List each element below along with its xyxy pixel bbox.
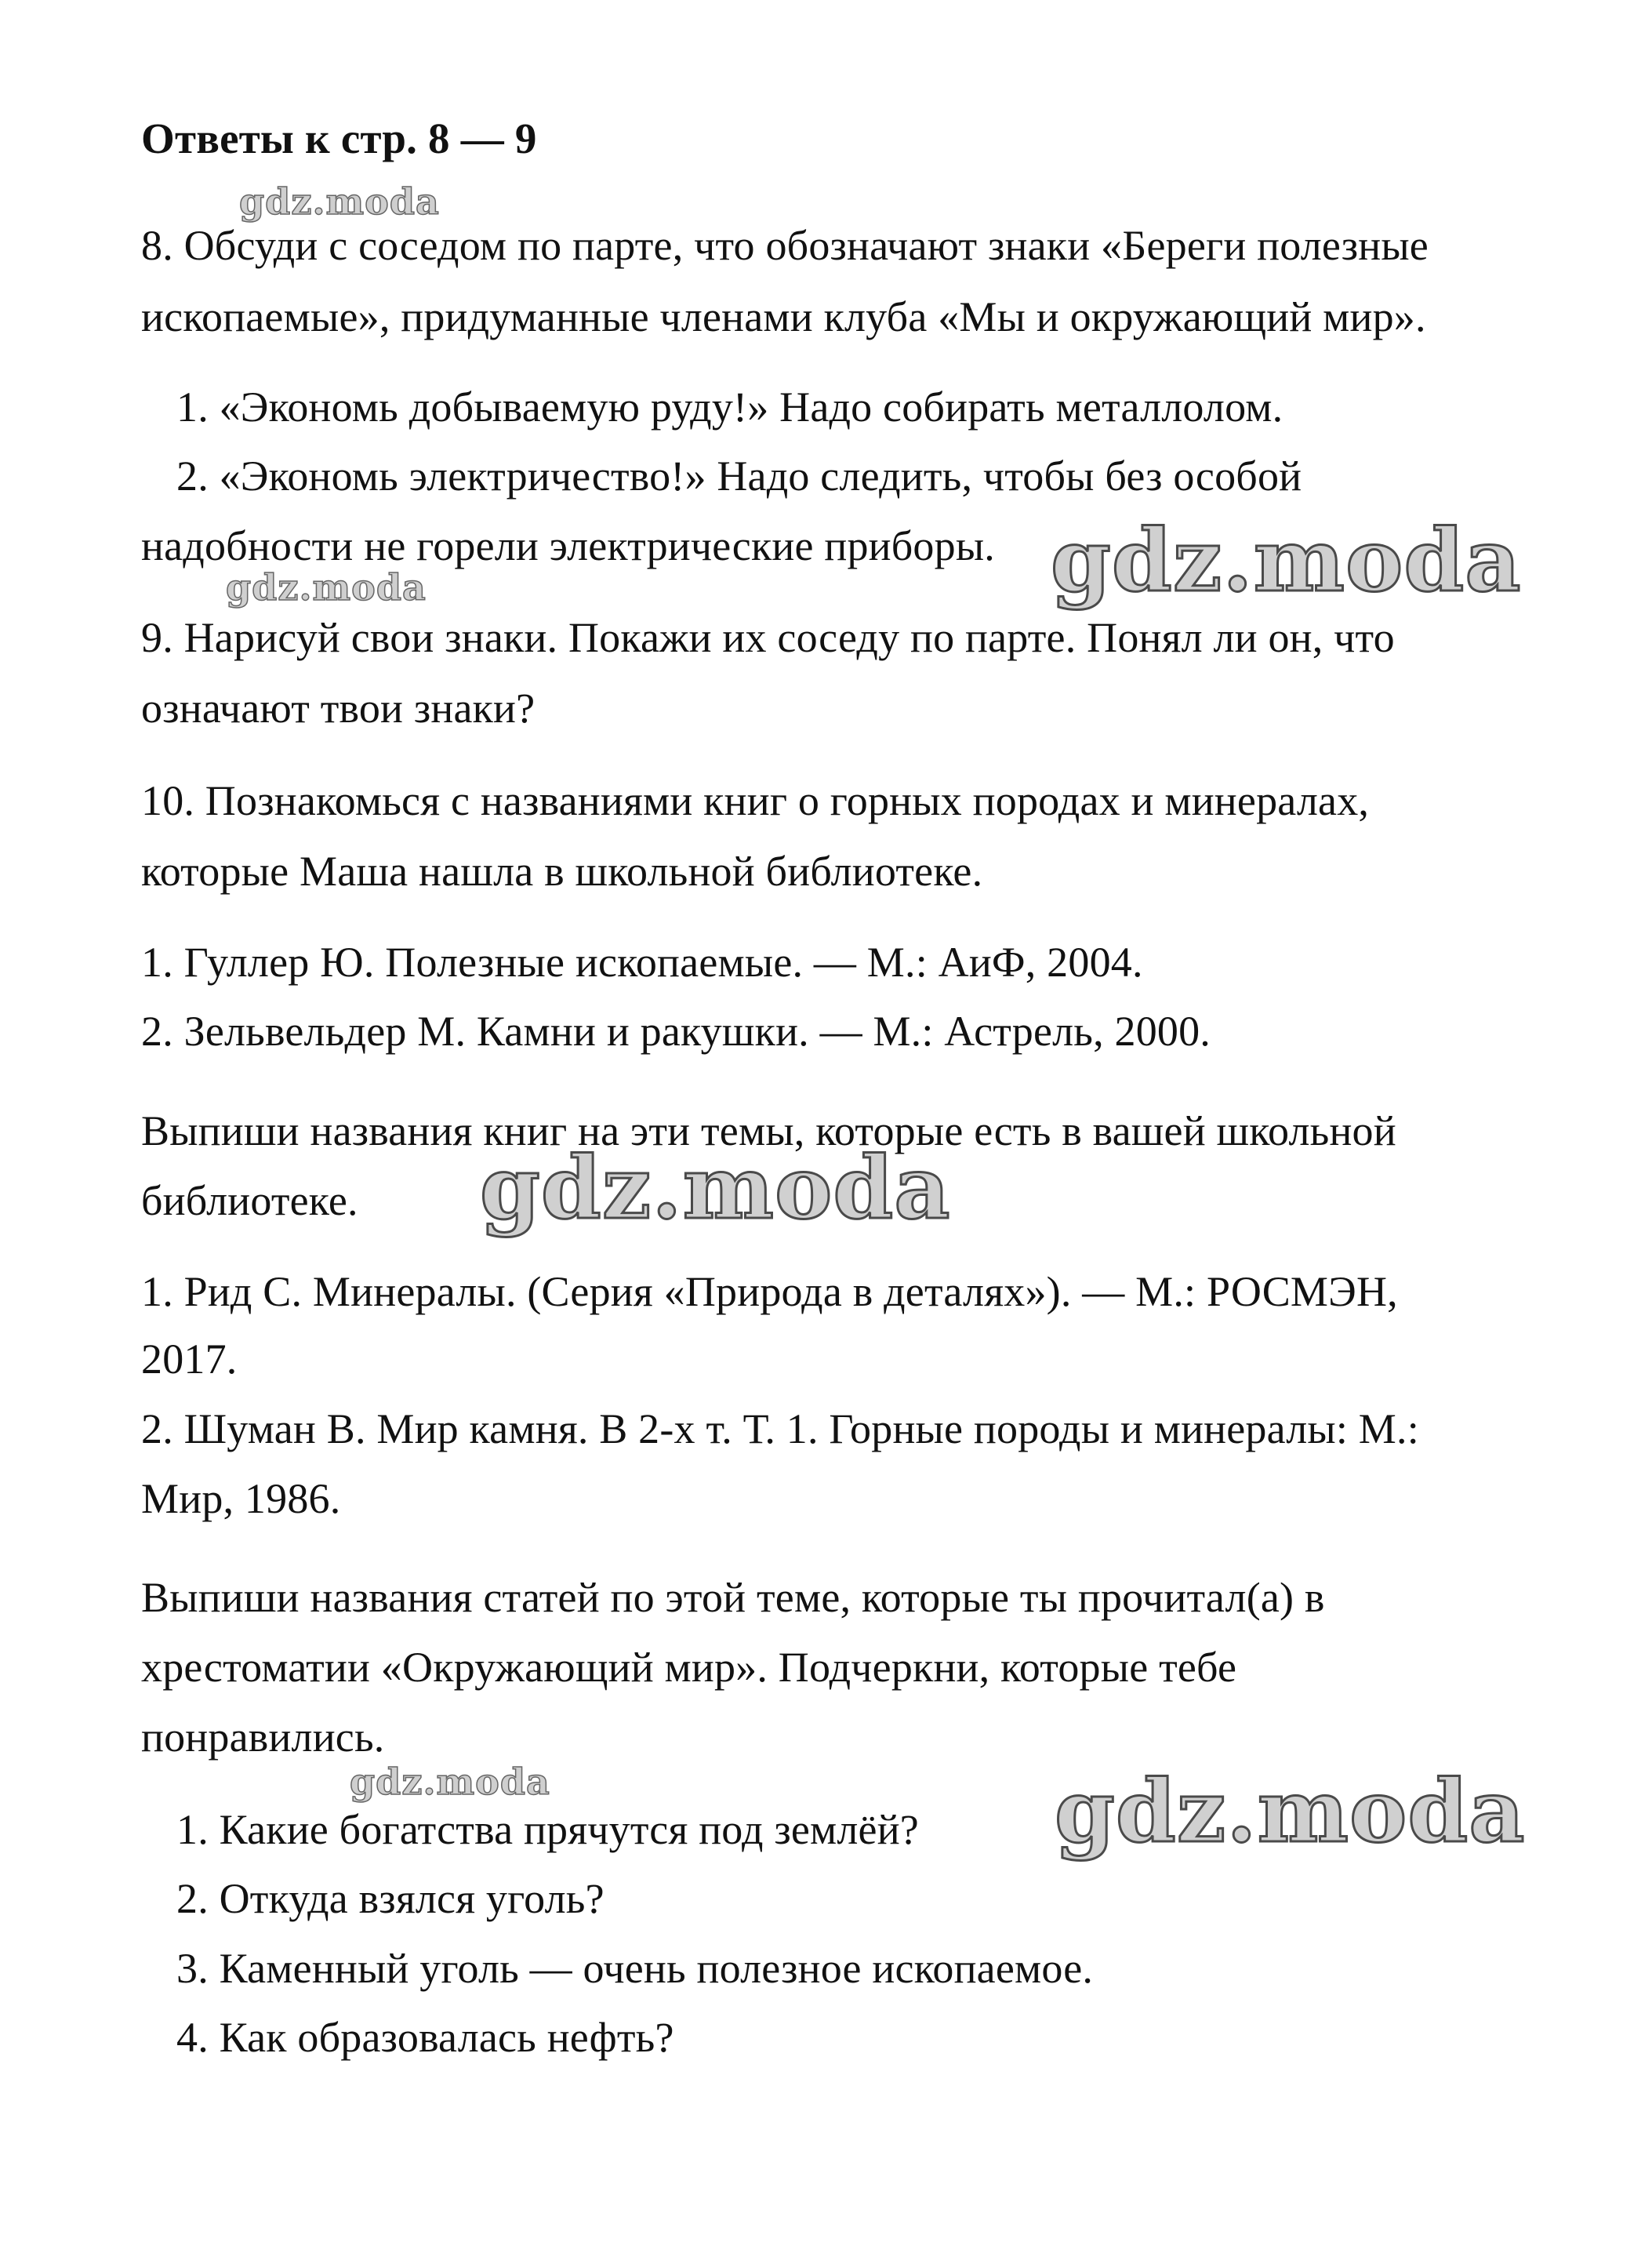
task9-line-2: означают твои знаки? [141, 685, 536, 732]
school-book-line-3: 2. Шуман В. Мир камня. В 2-х т. Т. 1. Горные породы и минералы: М.: [141, 1405, 1419, 1452]
watermark: gdz.moda [350, 1761, 550, 1803]
task8-item-2: 2. «Экономь электричество!» Надо следить, чтобы без особой [176, 452, 1302, 500]
task10-line-1: 10. Познакомься с названиями книг о горных породах и минералах, [141, 777, 1370, 824]
article-item-3: 3. Каменный уголь — очень полезное ископаемое. [176, 1945, 1094, 1992]
article-item-1: 1. Какие богатства прячутся под землёй? [176, 1806, 919, 1853]
write-books-line-1: Выпиши названия книг на эти темы, которые есть в вашей школьной [141, 1107, 1396, 1154]
task8-line-1: 8. Обсуди с соседом по парте, что обозначают знаки «Береги полезные [141, 222, 1429, 269]
write-articles-line-2: хрестоматии «Окружающий мир». Подчеркни, которые тебе [141, 1644, 1237, 1691]
watermark: gdz.moda [480, 1137, 951, 1238]
watermark: gdz.moda [1055, 1761, 1526, 1862]
task8-line-2: ископаемые», придуманные членами клуба «Мы и окружающий мир». [141, 293, 1426, 340]
article-item-2: 2. Откуда взялся уголь? [176, 1875, 605, 1922]
book-item-2: 2. Зельвельдер М. Камни и ракушки. — М.: Астрель, 2000. [141, 1008, 1211, 1055]
write-books-line-2: библиотеке. [141, 1177, 358, 1224]
watermark: gdz.moda [239, 180, 440, 223]
task8-item-1: 1. «Экономь добываемую руду!» Надо собирать металлолом. [176, 383, 1283, 431]
article-item-4: 4. Как образовалась нефть? [176, 2014, 674, 2061]
watermark: gdz.moda [226, 566, 427, 609]
watermark: gdz.moda [1051, 510, 1522, 611]
page-title: Ответы к стр. 8 — 9 [141, 114, 537, 162]
school-book-line-1: 1. Рид С. Минералы. (Серия «Природа в деталях»). — М.: РОСМЭН, [141, 1268, 1398, 1315]
task10-line-2: которые Маша нашла в школьной библиотеке. [141, 848, 983, 895]
task9-line-1: 9. Нарисуй свои знаки. Покажи их соседу по парте. Понял ли он, что [141, 614, 1395, 661]
school-book-line-4: Мир, 1986. [141, 1475, 341, 1522]
write-articles-line-3: понравились. [141, 1713, 385, 1761]
task8-item-2-cont: надобности не горели электрические приборы. [141, 522, 995, 569]
school-book-line-2: 2017. [141, 1336, 238, 1383]
book-item-1: 1. Гуллер Ю. Полезные ископаемые. — М.: АиФ, 2004. [141, 939, 1143, 986]
write-articles-line-1: Выпиши названия статей по этой теме, которые ты прочитал(а) в [141, 1574, 1325, 1621]
